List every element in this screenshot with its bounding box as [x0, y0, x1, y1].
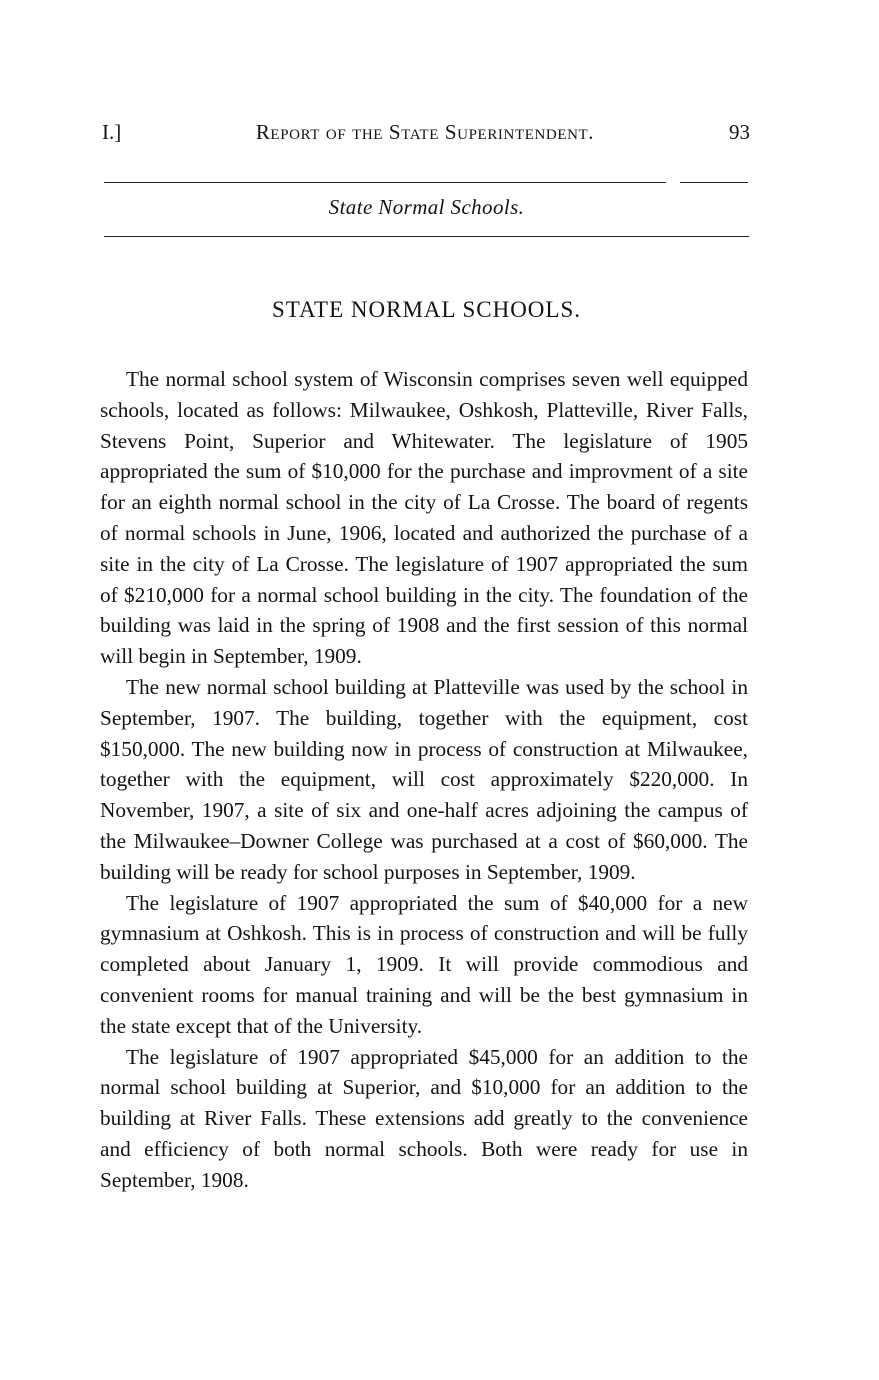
paragraph: The new normal school building at Platteville was used by the school in September, 1907. The building, together with the equipment, cost $150,000. The new building now in process of construction at Milwaukee, together with the equipment, will cost approximately $220,000. In November, 1907, a site of six and one-half acres adjoining the campus of the Milwaukee–Downer College was purchased at a cost of $60,000. The building will be ready for school purposes in September, 1909.: [100, 674, 748, 884]
body-text: [100, 364, 748, 1196]
page-number: 93: [729, 120, 750, 144]
subhead-rule: [104, 236, 749, 237]
paragraph: The legislature of 1907 appropriated the sum of $40,000 for a new gymnasium at Oshkosh. This is in process of construction and will be fully completed about January 1, 1909. It will provide commodious and convenient rooms for manual training and will be the best gymnasium in the state except that of the University.: [100, 890, 748, 1038]
running-title: Report of the State Superintendent.: [255, 120, 595, 144]
section-subhead: State Normal Schools.: [328, 195, 525, 219]
chapter-marker: I.]: [102, 120, 122, 144]
paragraph: The normal school system of Wisconsin comprises seven well equipped schools, located as follows: Milwaukee, Oshkosh, Platteville, River Falls, Stevens Point, Superior and Whitewater. The legislature of 1905 appropriated the sum of $10,000 for the purchase and improvment of a site for an eighth normal school in the city of La Crosse. The board of regents of normal schools in June, 1906, located and authorized the purchase of a site in the city of La Crosse. The legislature of 1907 appropriated the sum of $210,000 for a normal school building in the city. The foundation of the building was laid in the spring of 1908 and the first session of this normal will begin in September, 1909.: [100, 367, 748, 669]
paragraph: The legislature of 1907 appropriated $45,000 for an addition to the normal school building at Superior, and $10,000 for an addition to the building at River Falls. These extensions add greatly to the convenience and efficiency of both normal schools. Both were ready for use in September, 1908.: [100, 1044, 748, 1192]
header-rule: [104, 182, 666, 183]
header-rule-right: [680, 182, 748, 183]
section-title: STATE NORMAL SCHOOLS.: [271, 297, 582, 322]
running-header: [100, 120, 750, 150]
